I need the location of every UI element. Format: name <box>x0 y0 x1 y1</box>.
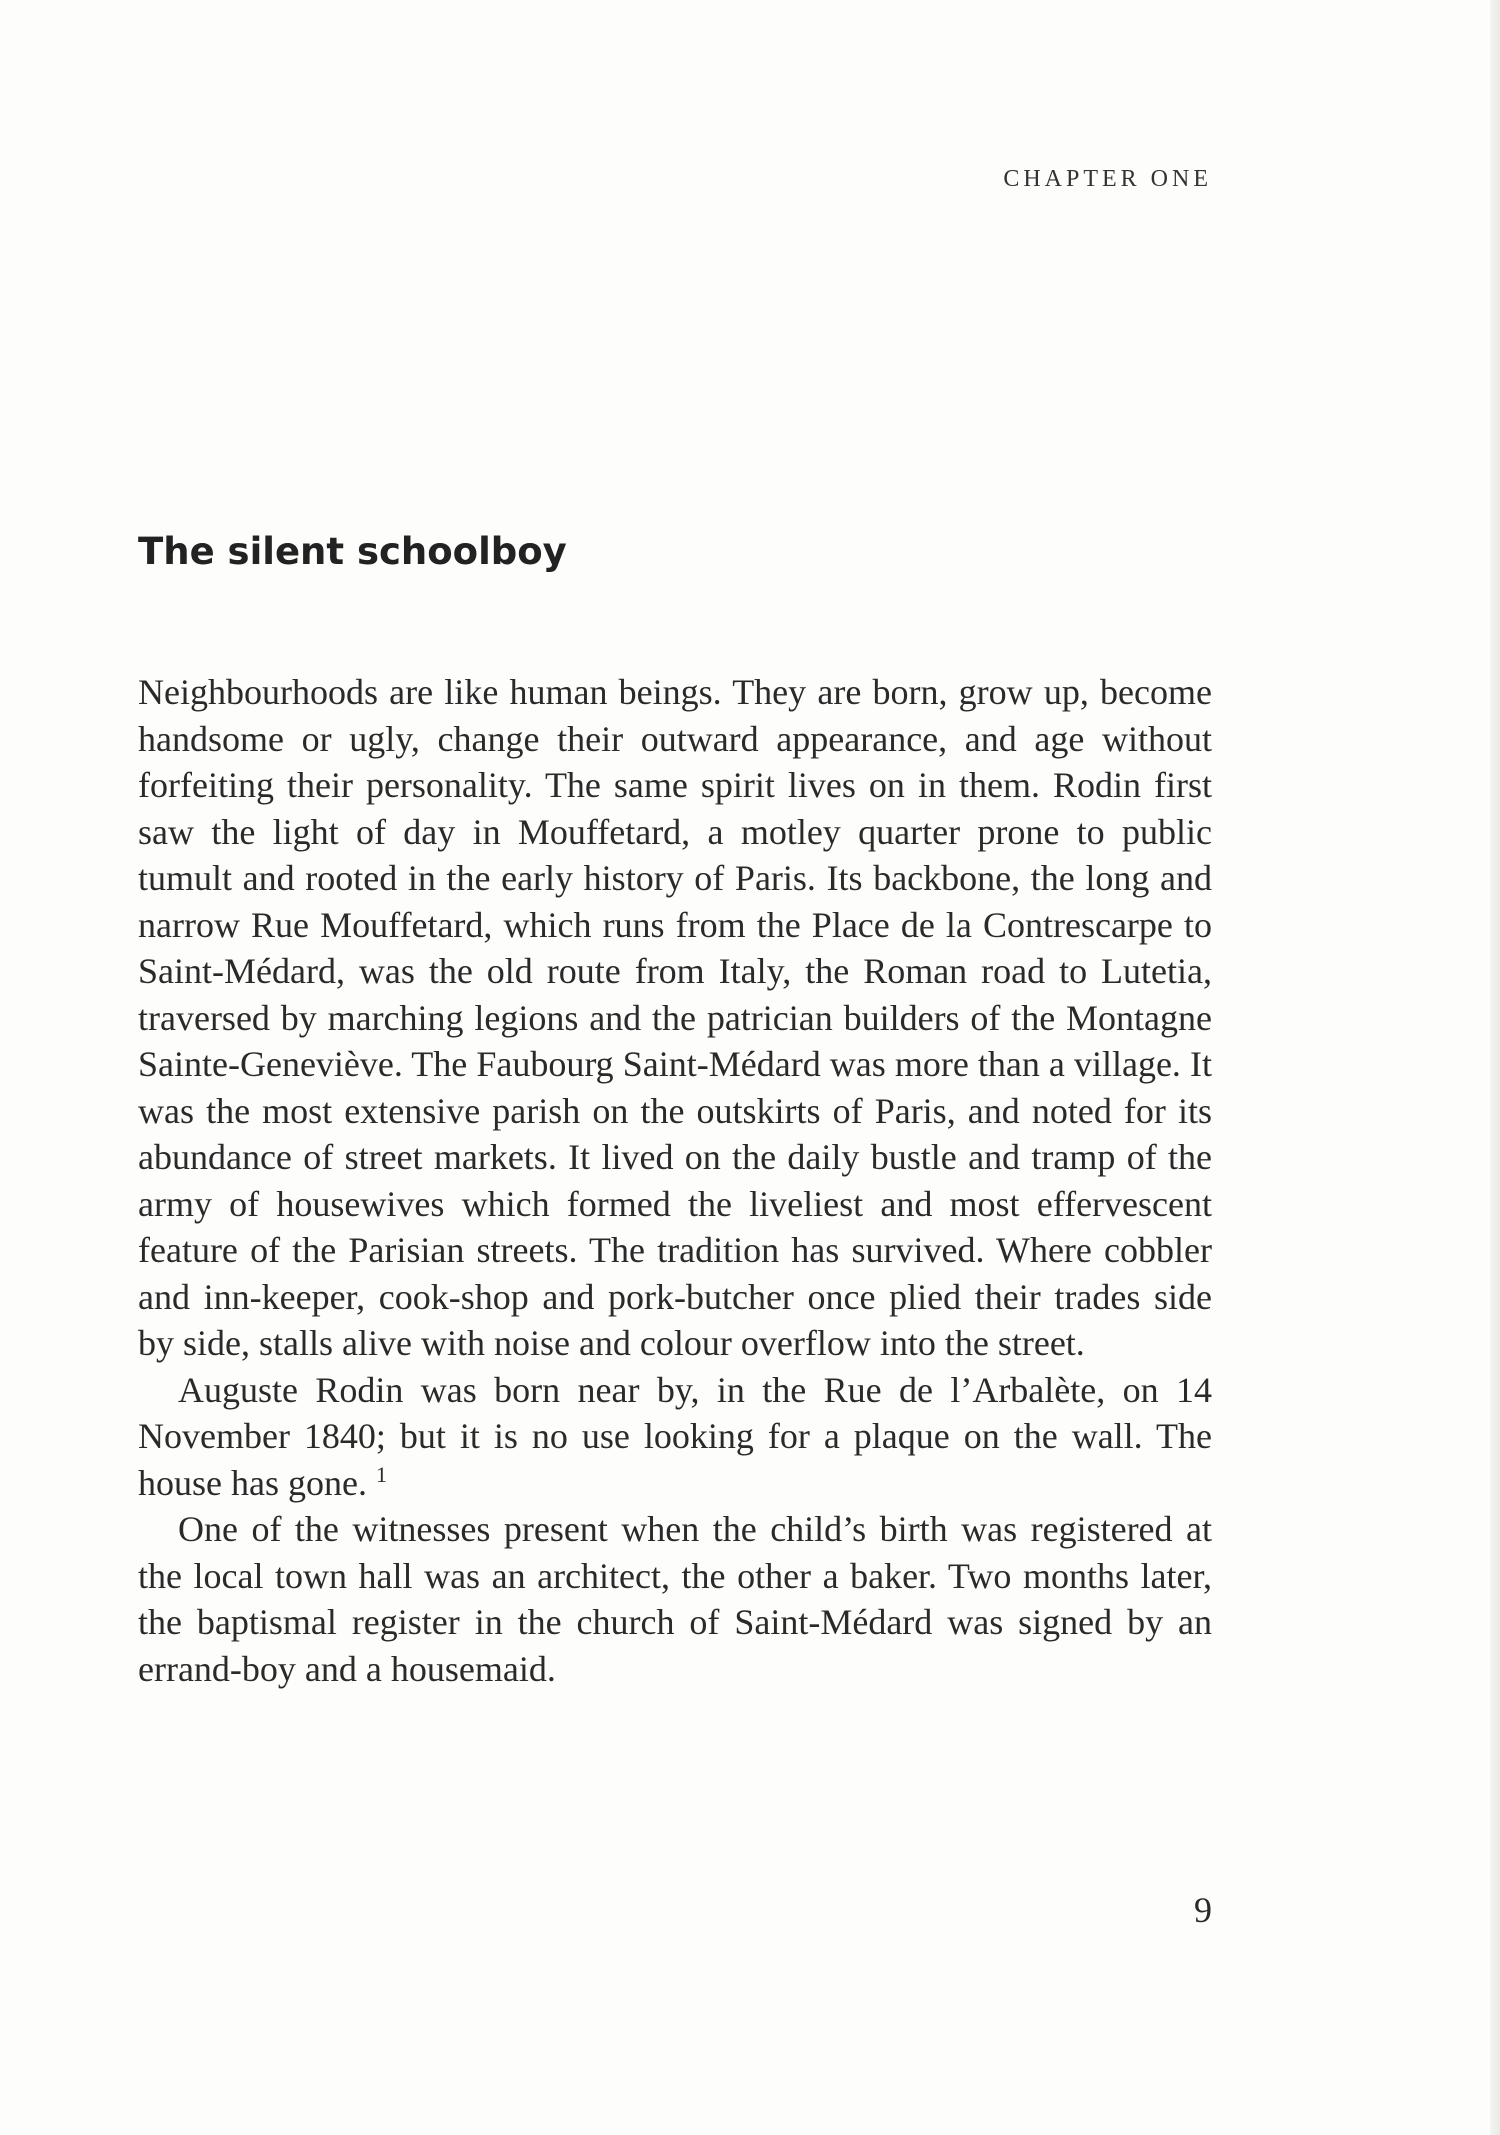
running-head: CHAPTER ONE <box>1003 166 1212 192</box>
paragraph-3: One of the witnesses present when the child’s birth was registered at the local town hall was an architect, the other a baker. Two months later, the baptismal register in the church of Saint-Médard was signed by an errand-boy and a housemaid. <box>138 1509 1212 1689</box>
paragraph-2 <box>138 1367 1212 1507</box>
page-number: 9 <box>1194 1890 1212 1930</box>
chapter-title: The silent schoolboy <box>138 530 567 573</box>
paragraph-2-text: Auguste Rodin was born near by, in the Rue de l’Arbalète, on 14 November 1840; but it is no use looking for a plaque on the wall. The house has gone. <box>138 1369 1212 1503</box>
body-text <box>138 669 1212 1692</box>
footnote-reference: 1 <box>375 1461 387 1487</box>
paragraph-1: Neighbourhoods are like human beings. They are born, grow up, become handsome or ugly, change their outward appearance, and age without forfeiting their personality. The same spirit lives on in them. Rodin first saw the light of day in Mouffetard, a motley quarter prone to public tumult and rooted in the early history of Paris. Its backbone, the long and narrow Rue Mouffetard, which runs from the Place de la Contrescarpe to Saint-Médard, was the old route from Italy, the Roman road to Lutetia, traversed by marching legions and the patrician builders of the Montagne Sainte-Geneviève. The Faubourg Saint-Médard was more than a village. It was the most extensive parish on the outskirts of Paris, and noted for its abundance of street markets. It lived on the daily bustle and tramp of the army of housewives which formed the liveliest and most effervescent feature of the Parisian streets. The tradition has survived. Where cobbler and inn-keeper, cook-shop and pork-butcher once plied their trades side by side, stalls alive with noise and colour overflow into the street. <box>138 672 1212 1363</box>
page-edge-shadow <box>1490 0 1500 2135</box>
